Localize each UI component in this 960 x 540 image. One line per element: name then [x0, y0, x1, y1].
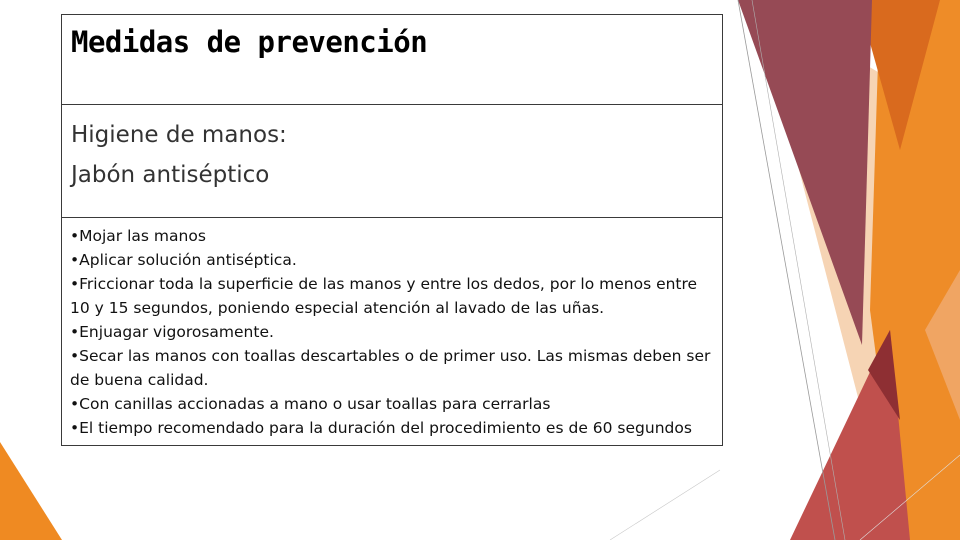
- step-item: •Enjuagar vigorosamente.: [70, 323, 274, 341]
- content-table: [61, 14, 723, 446]
- subtitle-line-hygiene: Higiene de manos:: [71, 122, 287, 148]
- subtitle-row: [62, 105, 722, 218]
- step-item: •Con canillas accionadas a mano o usar toallas para cerrarlas: [70, 395, 551, 413]
- title-row: [62, 15, 722, 105]
- step-item: •El tiempo recomendado para la duración del procedimiento es de 60 segundos: [70, 419, 692, 437]
- step-item: •Mojar las manos: [70, 227, 206, 245]
- subtitle-line-soap: Jabón antiséptico: [71, 162, 270, 188]
- left-corner-triangle: [0, 442, 62, 540]
- thin-line-3: [610, 470, 720, 540]
- step-item: •Aplicar solución antiséptica.: [70, 251, 297, 269]
- plum-triangle: [738, 0, 872, 345]
- steps-row: [62, 218, 722, 445]
- step-item: •Secar las manos con toallas descartables o de primer uso. Las mismas deben ser de buena calidad.: [70, 347, 711, 389]
- slide-title: Medidas de prevención: [71, 25, 428, 59]
- step-item: •Friccionar toda la superficie de las manos y entre los dedos, por lo menos entre 10 y 15 segundos, poniendo especial atención al lavado de las uñas.: [70, 275, 698, 317]
